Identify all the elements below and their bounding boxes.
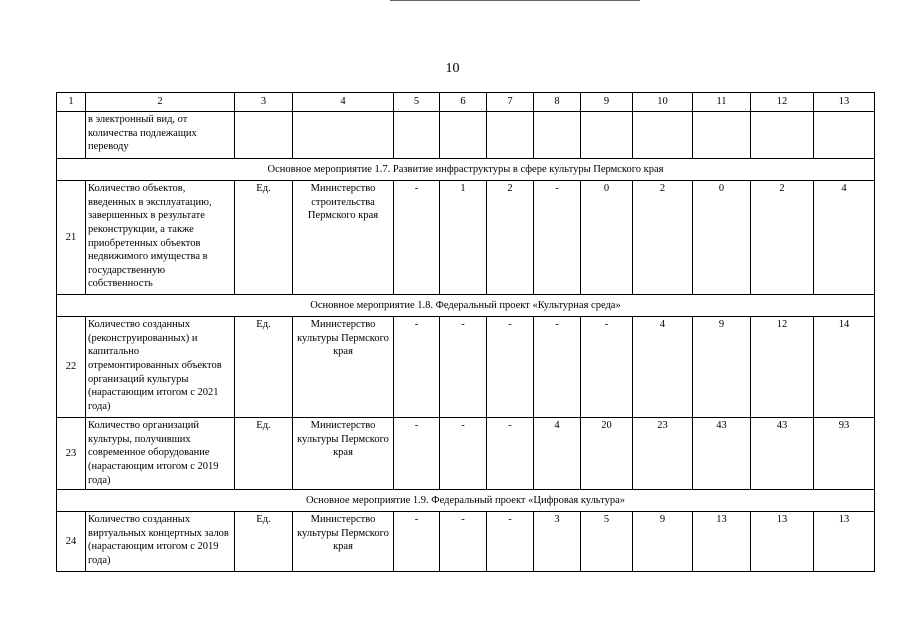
value-cell: - xyxy=(487,512,534,572)
row-number: 24 xyxy=(57,512,86,572)
continuation-row xyxy=(57,112,875,159)
header-cell: 13 xyxy=(814,93,875,112)
value-cell: - xyxy=(487,317,534,418)
section-row xyxy=(57,490,875,512)
header-cell: 12 xyxy=(751,93,814,112)
value-cell: - xyxy=(394,512,440,572)
value-cell: 23 xyxy=(633,418,693,490)
table-row xyxy=(57,181,875,295)
value-cell: 13 xyxy=(693,512,751,572)
unit-cell: Ед. xyxy=(235,317,293,418)
header-cell: 6 xyxy=(440,93,487,112)
header-cell: 11 xyxy=(693,93,751,112)
agency-cell: Министерство строительства Пермского края xyxy=(293,181,394,295)
indicator-name: Количество созданных (реконструированных) и капитально отремонтированных объектов организаций культуры (нарастающим итогом с 2021 года) xyxy=(86,317,235,418)
value-cell: 9 xyxy=(633,512,693,572)
header-cell: 4 xyxy=(293,93,394,112)
value-cell: 1 xyxy=(440,181,487,295)
table-row xyxy=(57,418,875,490)
agency-cell: Министерство культуры Пермского края xyxy=(293,317,394,418)
value-cell: - xyxy=(581,317,633,418)
header-cell: 5 xyxy=(394,93,440,112)
value-cell: - xyxy=(394,418,440,490)
value-cell: - xyxy=(487,418,534,490)
value-cell: 2 xyxy=(487,181,534,295)
section-row xyxy=(57,295,875,317)
table-row xyxy=(57,317,875,418)
page-number: 10 xyxy=(445,61,460,76)
value-cell: - xyxy=(394,181,440,295)
value-cell: - xyxy=(394,317,440,418)
indicator-name: Количество организаций культуры, получивших современное оборудование (нарастающим итогом с 2019 года) xyxy=(86,418,235,490)
value-cell: 4 xyxy=(534,418,581,490)
value-cell: - xyxy=(440,317,487,418)
indicator-name: Количество объектов, введенных в эксплуатацию, завершенных в результате реконструкции, а также приобретенных объектов недвижимого имущества в государственную собственность xyxy=(86,181,235,295)
unit-cell: Ед. xyxy=(235,418,293,490)
value-cell: - xyxy=(440,418,487,490)
indicator-name: Количество созданных виртуальных концертных залов (нарастающим итогом с 2019 года) xyxy=(86,512,235,572)
section-title: Основное мероприятие 1.8. Федеральный проект «Культурная среда» xyxy=(57,295,875,317)
header-cell: 8 xyxy=(534,93,581,112)
table-row xyxy=(57,512,875,572)
continuation-text: в электронный вид, от количества подлежащих переводу xyxy=(86,112,235,159)
value-cell: 20 xyxy=(581,418,633,490)
section-row xyxy=(57,159,875,181)
row-number: 23 xyxy=(57,418,86,490)
value-cell: 4 xyxy=(814,181,875,295)
value-cell: 2 xyxy=(751,181,814,295)
header-cell: 3 xyxy=(235,93,293,112)
section-title: Основное мероприятие 1.9. Федеральный проект «Цифровая культура» xyxy=(57,490,875,512)
header-cell: 2 xyxy=(86,93,235,112)
value-cell: 12 xyxy=(751,317,814,418)
header-cell: 9 xyxy=(581,93,633,112)
value-cell: 2 xyxy=(633,181,693,295)
row-number: 21 xyxy=(57,181,86,295)
value-cell: 93 xyxy=(814,418,875,490)
header-cell: 10 xyxy=(633,93,693,112)
header-row xyxy=(57,93,875,112)
value-cell: 3 xyxy=(534,512,581,572)
value-cell: - xyxy=(440,512,487,572)
agency-cell: Министерство культуры Пермского края xyxy=(293,418,394,490)
value-cell: 0 xyxy=(693,181,751,295)
value-cell: 9 xyxy=(693,317,751,418)
value-cell: 5 xyxy=(581,512,633,572)
indicators-table xyxy=(56,92,875,572)
unit-cell: Ед. xyxy=(235,181,293,295)
section-title: Основное мероприятие 1.7. Развитие инфраструктуры в сфере культуры Пермского края xyxy=(57,159,875,181)
value-cell: 13 xyxy=(751,512,814,572)
value-cell: 43 xyxy=(751,418,814,490)
row-number: 22 xyxy=(57,317,86,418)
value-cell: - xyxy=(534,181,581,295)
value-cell: 43 xyxy=(693,418,751,490)
value-cell: - xyxy=(534,317,581,418)
header-cell: 7 xyxy=(487,93,534,112)
header-cell: 1 xyxy=(57,93,86,112)
value-cell: 14 xyxy=(814,317,875,418)
top-edge-mark xyxy=(390,0,640,3)
value-cell: 4 xyxy=(633,317,693,418)
value-cell: 13 xyxy=(814,512,875,572)
unit-cell: Ед. xyxy=(235,512,293,572)
value-cell: 0 xyxy=(581,181,633,295)
agency-cell: Министерство культуры Пермского края xyxy=(293,512,394,572)
